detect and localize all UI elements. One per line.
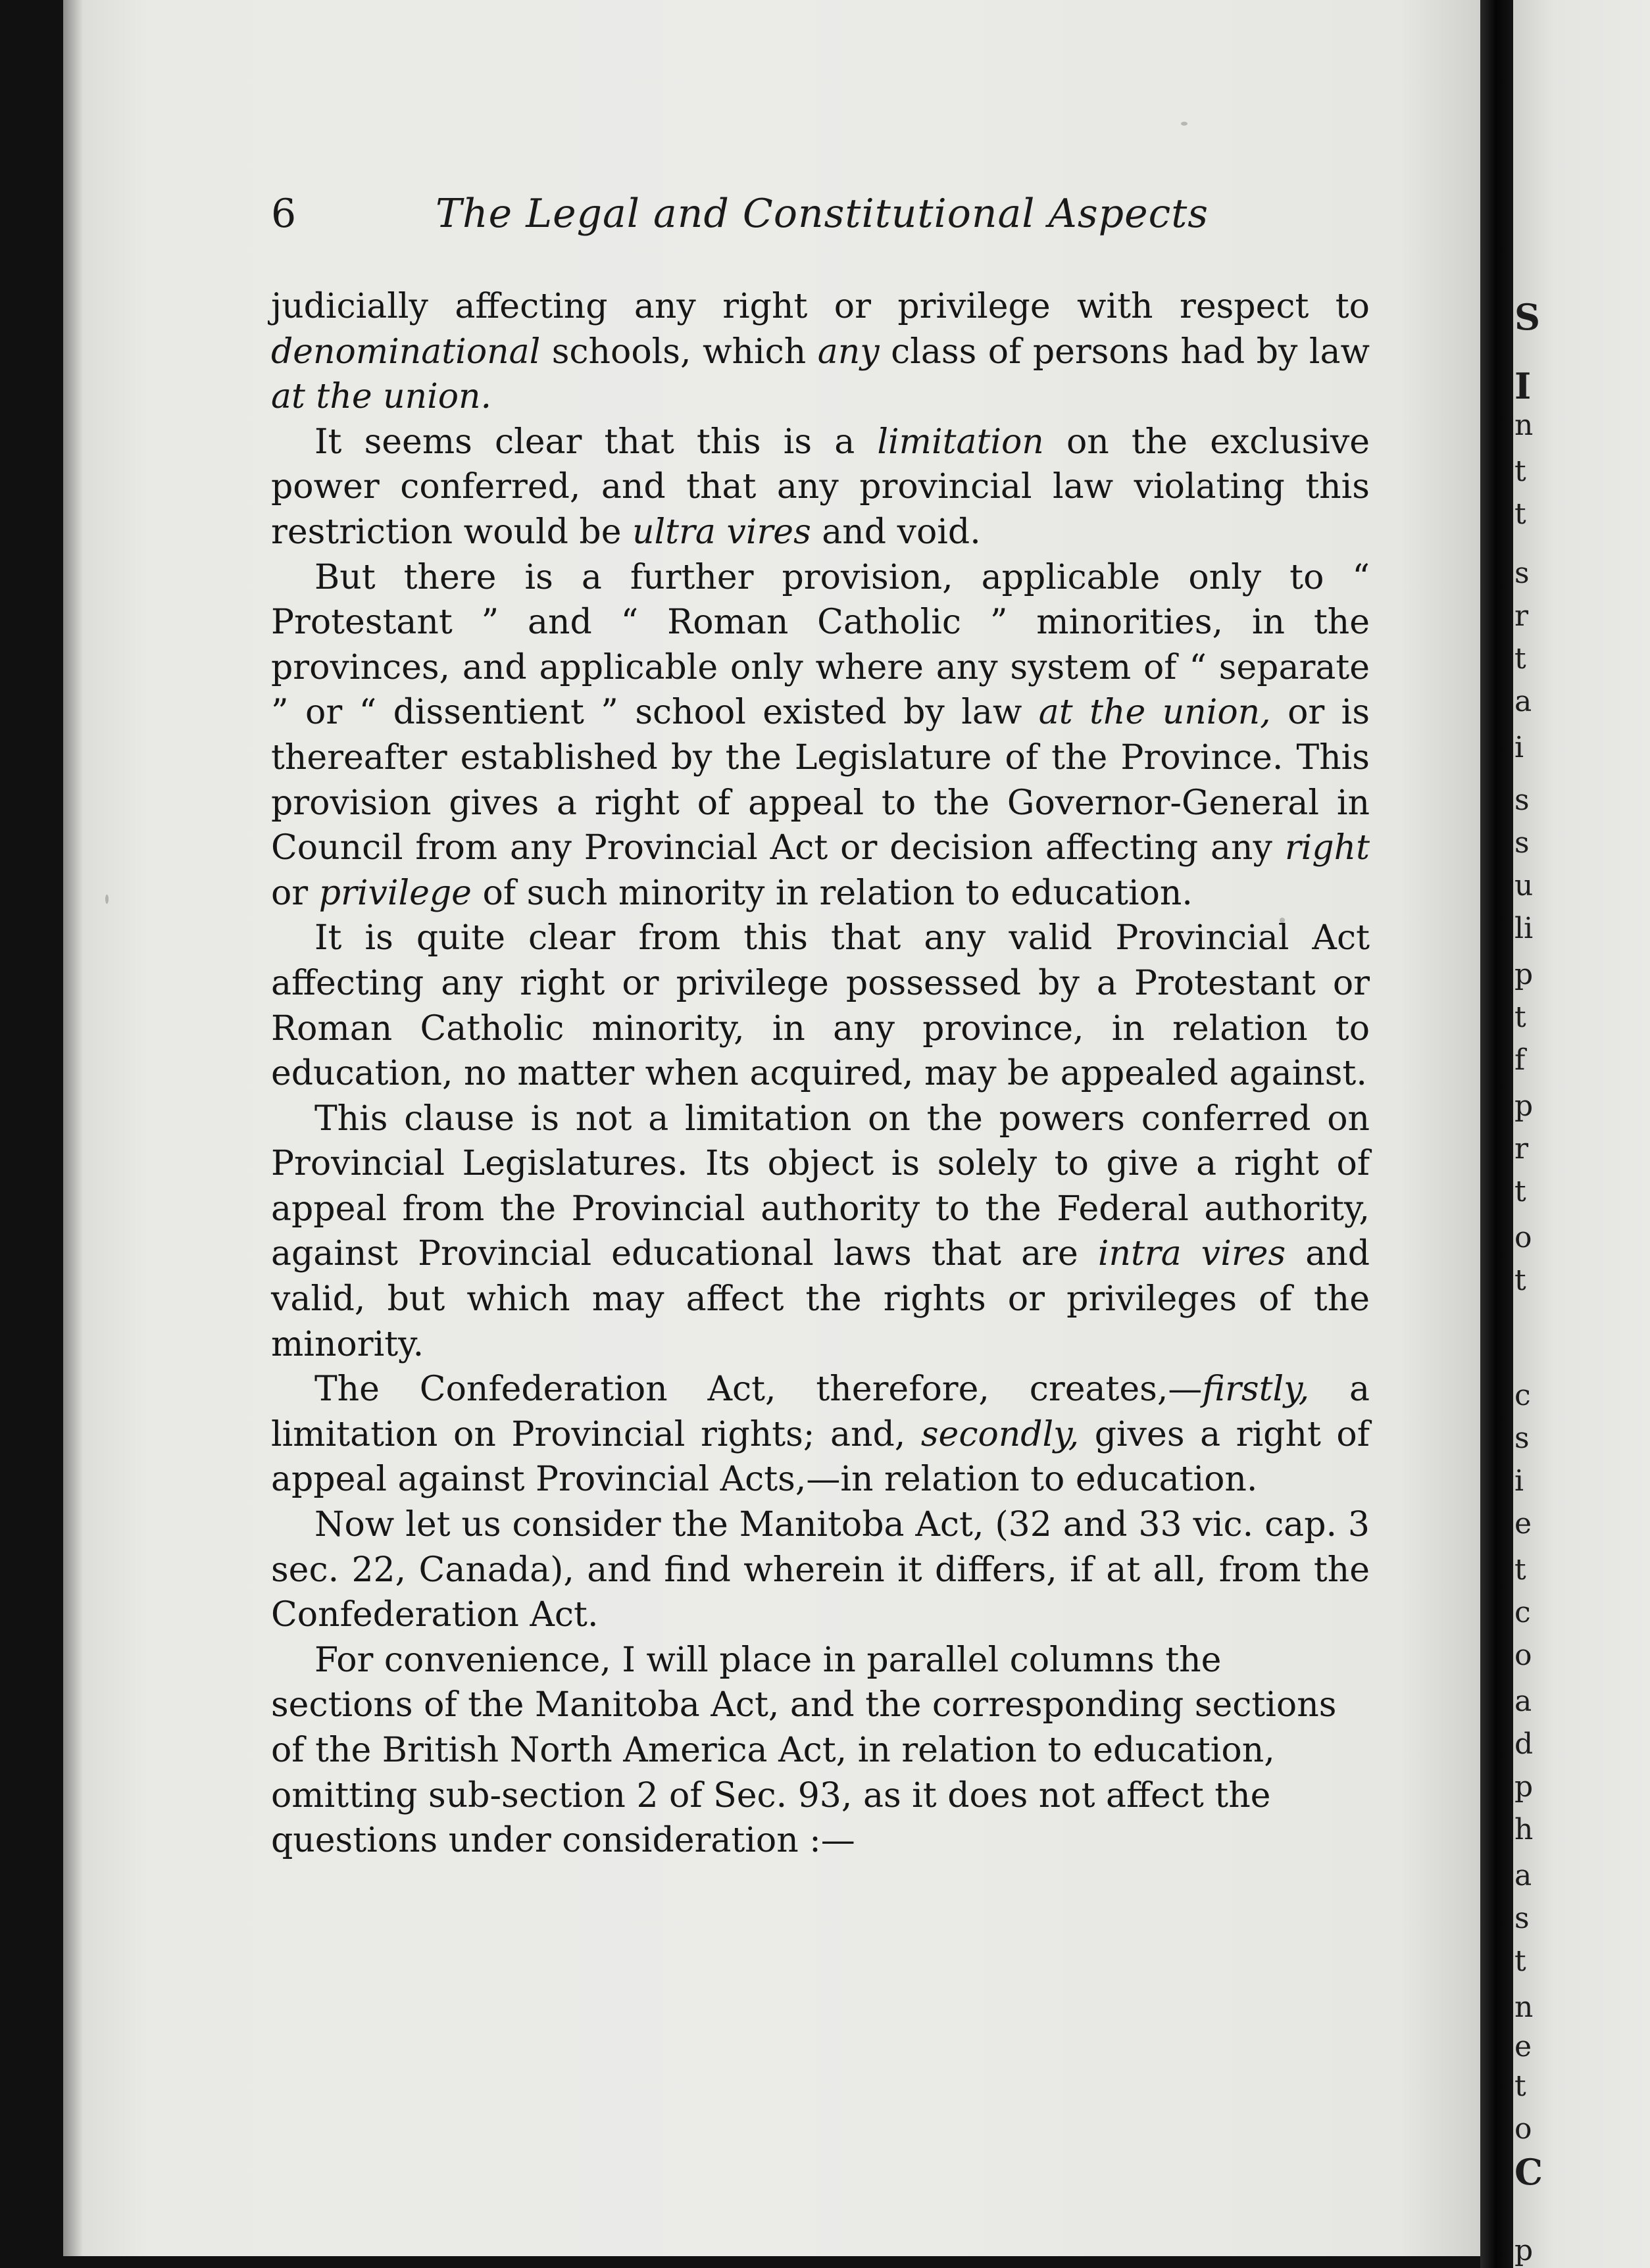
facing-page-letter: t xyxy=(1514,1175,1526,1208)
paragraph: This clause is not a limitation on the powers conferred on Provincial Legislatures. Its object is solely to give a right of appeal from the Provincial authority to the Federal authority, against Provincial educational laws that are intra vires and valid, but which may affect the rights or privileges of the minority. xyxy=(271,1098,1370,1364)
facing-page-letter: a xyxy=(1514,1685,1532,1718)
facing-page-letter: t xyxy=(1514,497,1526,531)
facing-page-letter: s xyxy=(1514,556,1530,590)
facing-page-letter: s xyxy=(1514,1902,1530,1935)
facing-page-letter: I xyxy=(1514,365,1532,407)
facing-page-letter: t xyxy=(1514,1000,1526,1034)
paragraph: It is quite clear from this that any valid Provincial Act affecting any right or privilege possessed by a Protestant or Roman Catholic minority, in any province, in relation to education, no matter when acquired, may be appealed against. xyxy=(271,918,1370,1094)
facing-page-letter: e xyxy=(1514,2030,1532,2063)
facing-page-letter: t xyxy=(1514,1264,1526,1297)
page-edge-shadow xyxy=(63,0,83,2256)
paragraph: judicially affecting any right or privilege with respect to denominational schools, which any class of persons had by law at the union. xyxy=(271,287,1370,417)
facing-page-letter: c xyxy=(1514,1379,1531,1412)
facing-page-letter: p xyxy=(1514,1089,1534,1123)
facing-page-letter: p xyxy=(1514,1770,1534,1804)
paragraph: The Confederation Act, therefore, creates,—firstly, a limitation on Provincial rights; and, secondly, gives a right of appeal against Provincial Acts,—in relation to education. xyxy=(271,1369,1370,1500)
paragraph: For convenience, I will place in parallel columns the sections of the Manitoba Act, and the corresponding sections of the British North America Act, in relation to education, omitting sub-section 2 of Sec. 93, as it does not affect the questions under consideration :— xyxy=(271,1640,1337,1861)
facing-page-letter: t xyxy=(1514,642,1526,676)
facing-page-letter: o xyxy=(1514,2112,1532,2146)
facing-page-letter: e xyxy=(1514,1507,1532,1541)
facing-page-letter: C xyxy=(1514,2151,1543,2193)
facing-page-letter: h xyxy=(1514,1813,1534,1846)
paper-speck xyxy=(1280,918,1285,923)
page-number: 6 xyxy=(271,191,297,237)
facing-page-letter: d xyxy=(1514,1727,1534,1761)
body-text xyxy=(271,284,1370,1863)
facing-page-letter: p xyxy=(1514,958,1534,991)
facing-page-letter: p xyxy=(1514,2234,1534,2267)
facing-page-letter: li xyxy=(1514,912,1534,945)
paper-speck xyxy=(1181,122,1188,126)
facing-page-letter: n xyxy=(1514,408,1534,442)
facing-page-letter: o xyxy=(1514,1221,1532,1254)
facing-page-letter: n xyxy=(1514,1990,1534,2024)
running-title: The Legal and Constitutional Aspects xyxy=(436,191,1209,237)
facing-page-letter: t xyxy=(1514,1944,1526,1978)
facing-page-letter: o xyxy=(1514,1639,1532,1672)
facing-page-letter: t xyxy=(1514,1553,1526,1587)
paragraph: It seems clear that this is a limitation on the exclusive power conferred, and that any provincial law violating this restriction would be ultra vires and void. xyxy=(271,422,1370,552)
facing-page-letter: i xyxy=(1514,1464,1524,1498)
facing-page-letter: i xyxy=(1514,731,1524,764)
facing-page-letter: s xyxy=(1514,826,1530,860)
paper-speck xyxy=(105,895,109,904)
facing-page-letter: S xyxy=(1514,296,1540,338)
facing-page-letter: r xyxy=(1514,599,1529,633)
facing-page-letter: s xyxy=(1514,783,1530,817)
facing-page-letter: r xyxy=(1514,1132,1529,1166)
facing-page-letter: c xyxy=(1514,1596,1531,1629)
facing-page-letter: a xyxy=(1514,1859,1532,1892)
facing-page-letter: a xyxy=(1514,685,1532,718)
facing-page-letter: t xyxy=(1514,2069,1526,2103)
facing-page-letter: u xyxy=(1514,869,1534,902)
facing-page-letter: f xyxy=(1514,1043,1526,1077)
facing-page-edge xyxy=(1513,0,1650,2268)
facing-page-letter: s xyxy=(1514,1421,1530,1455)
paragraph: Now let us consider the Manitoba Act, (32 and 33 vic. cap. 3 sec. 22, Canada), and find wherein it differs, if at all, from the Confederation Act. xyxy=(271,1505,1370,1635)
paragraph: But there is a further provision, applicable only to “ Protestant ” and “ Roman Catholic ” minorities, in the provinces, and applicable only where any system of “ separate ” or “ dissentient ” school existed by law at the union, or is thereafter established by the Legislature of the Province. This provision gives a right of appeal to the Governor-General in Council from any Provincial Act or decision affecting any right or privilege of such minority in relation to education. xyxy=(271,557,1370,913)
facing-page-letter: t xyxy=(1514,455,1526,488)
